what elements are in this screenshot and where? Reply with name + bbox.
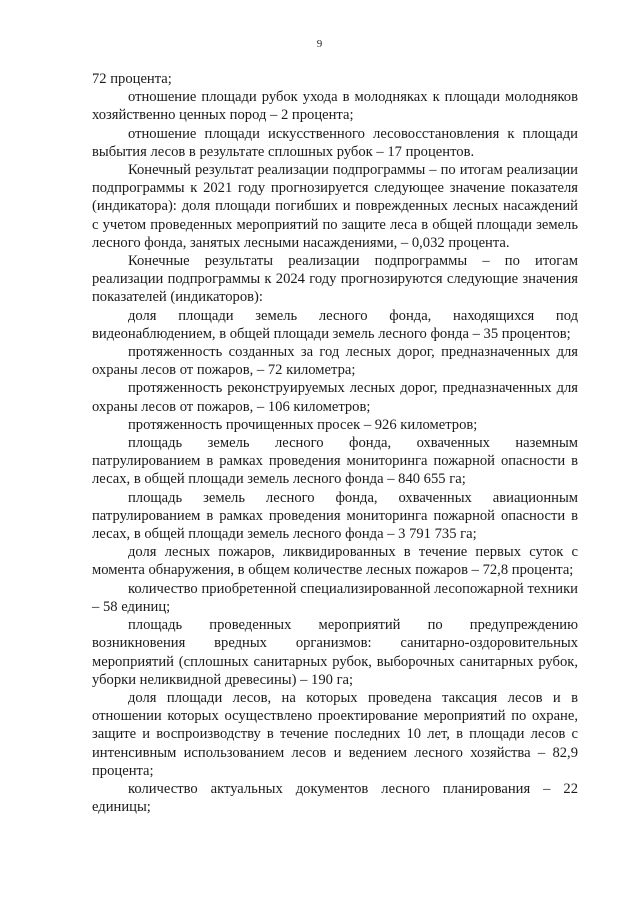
paragraph-firefighting-equipment: количество приобретенной специализированной лесопожарной техники – 58 единиц; <box>92 580 578 615</box>
paragraph-planning-documents: количество актуальных документов лесного планирования – 22 единицы; <box>92 780 578 816</box>
paragraph-video-surveillance: доля площади земель лесного фонда, находящихся под видеонаблюдением, в общей площади земель лесного фонда – 35 процентов; <box>92 307 578 342</box>
paragraph-cleared-clearings: протяженность прочищенных просек – 926 километров; <box>128 416 478 433</box>
paragraph-pest-prevention: площадь проведенных мероприятий по предупреждению возникновения вредных организмов: санитарно-оздоровительных мероприятий (сплошных санитарных рубок, выборочных санитарных рубок, уборки неликвидной древесины) – 190 га; <box>92 617 578 688</box>
document-body <box>92 70 578 816</box>
paragraph-aerial-patrol: площадь земель лесного фонда, охваченных авиационным патрулированием в рамках проведения мониторинга пожарной опасности в лесах, в общей площади земель лесного фонда – 3 791 735 га; <box>92 489 578 543</box>
paragraph-fires-first-day: доля лесных пожаров, ликвидированных в течение первых суток с момента обнаружения, в общем количестве лесных пожаров – 72,8 процента; <box>92 544 578 579</box>
paragraph-result-2021: Конечный результат реализации подпрограммы – по итогам реализации подпрограммы к 2021 году прогнозируется следующее значение показателя (индикатора): доля площади погибших и поврежденных лесных насаждений с учетом проведенных мероприятий по защите леса в общей площади земель лесного фонда, занятых лесными насаждениями, – 0,032 процента. <box>92 162 578 251</box>
paragraph-reforestation-ratio: отношение площади искусственного лесовосстановления к площади выбытия лесов в результате сплошных рубок – 17 процентов. <box>92 125 578 160</box>
paragraph-thinning-ratio: отношение площади рубок ухода в молодняках к площади молодняков хозяйственно ценных пород – 2 процента; <box>92 89 578 124</box>
paragraph-forest-inventory: доля площади лесов, на которых проведена таксация лесов и в отношении которых осуществлено проектирование мероприятий по охране, защите и воспроизводству в течение последних 10 лет, в площади лесов с интенсивным использованием лесов и ведением лесного хозяйства – 82,9 процента; <box>92 689 578 779</box>
page-number: 9 <box>316 38 323 50</box>
paragraph-new-roads: протяженность созданных за год лесных дорог, предназначенных для охраны лесов от пожаров, – 72 километра; <box>92 344 578 379</box>
paragraph-ground-patrol: площадь земель лесного фонда, охваченных наземным патрулированием в рамках проведения мониторинга пожарной опасности в лесах, в общей площади земель лесного фонда – 840 655 га; <box>92 435 578 488</box>
paragraph-results-2024-intro: Конечные результаты реализации подпрограммы – по итогам реализации подпрограммы к 2024 году прогнозируются следующие значения показателей (индикаторов): <box>92 253 578 306</box>
paragraph-continuation: 72 процента; <box>92 71 172 87</box>
paragraph-reconstructed-roads: протяженность реконструируемых лесных дорог, предназначенных для охраны лесов от пожаров, – 106 километров; <box>92 380 578 415</box>
